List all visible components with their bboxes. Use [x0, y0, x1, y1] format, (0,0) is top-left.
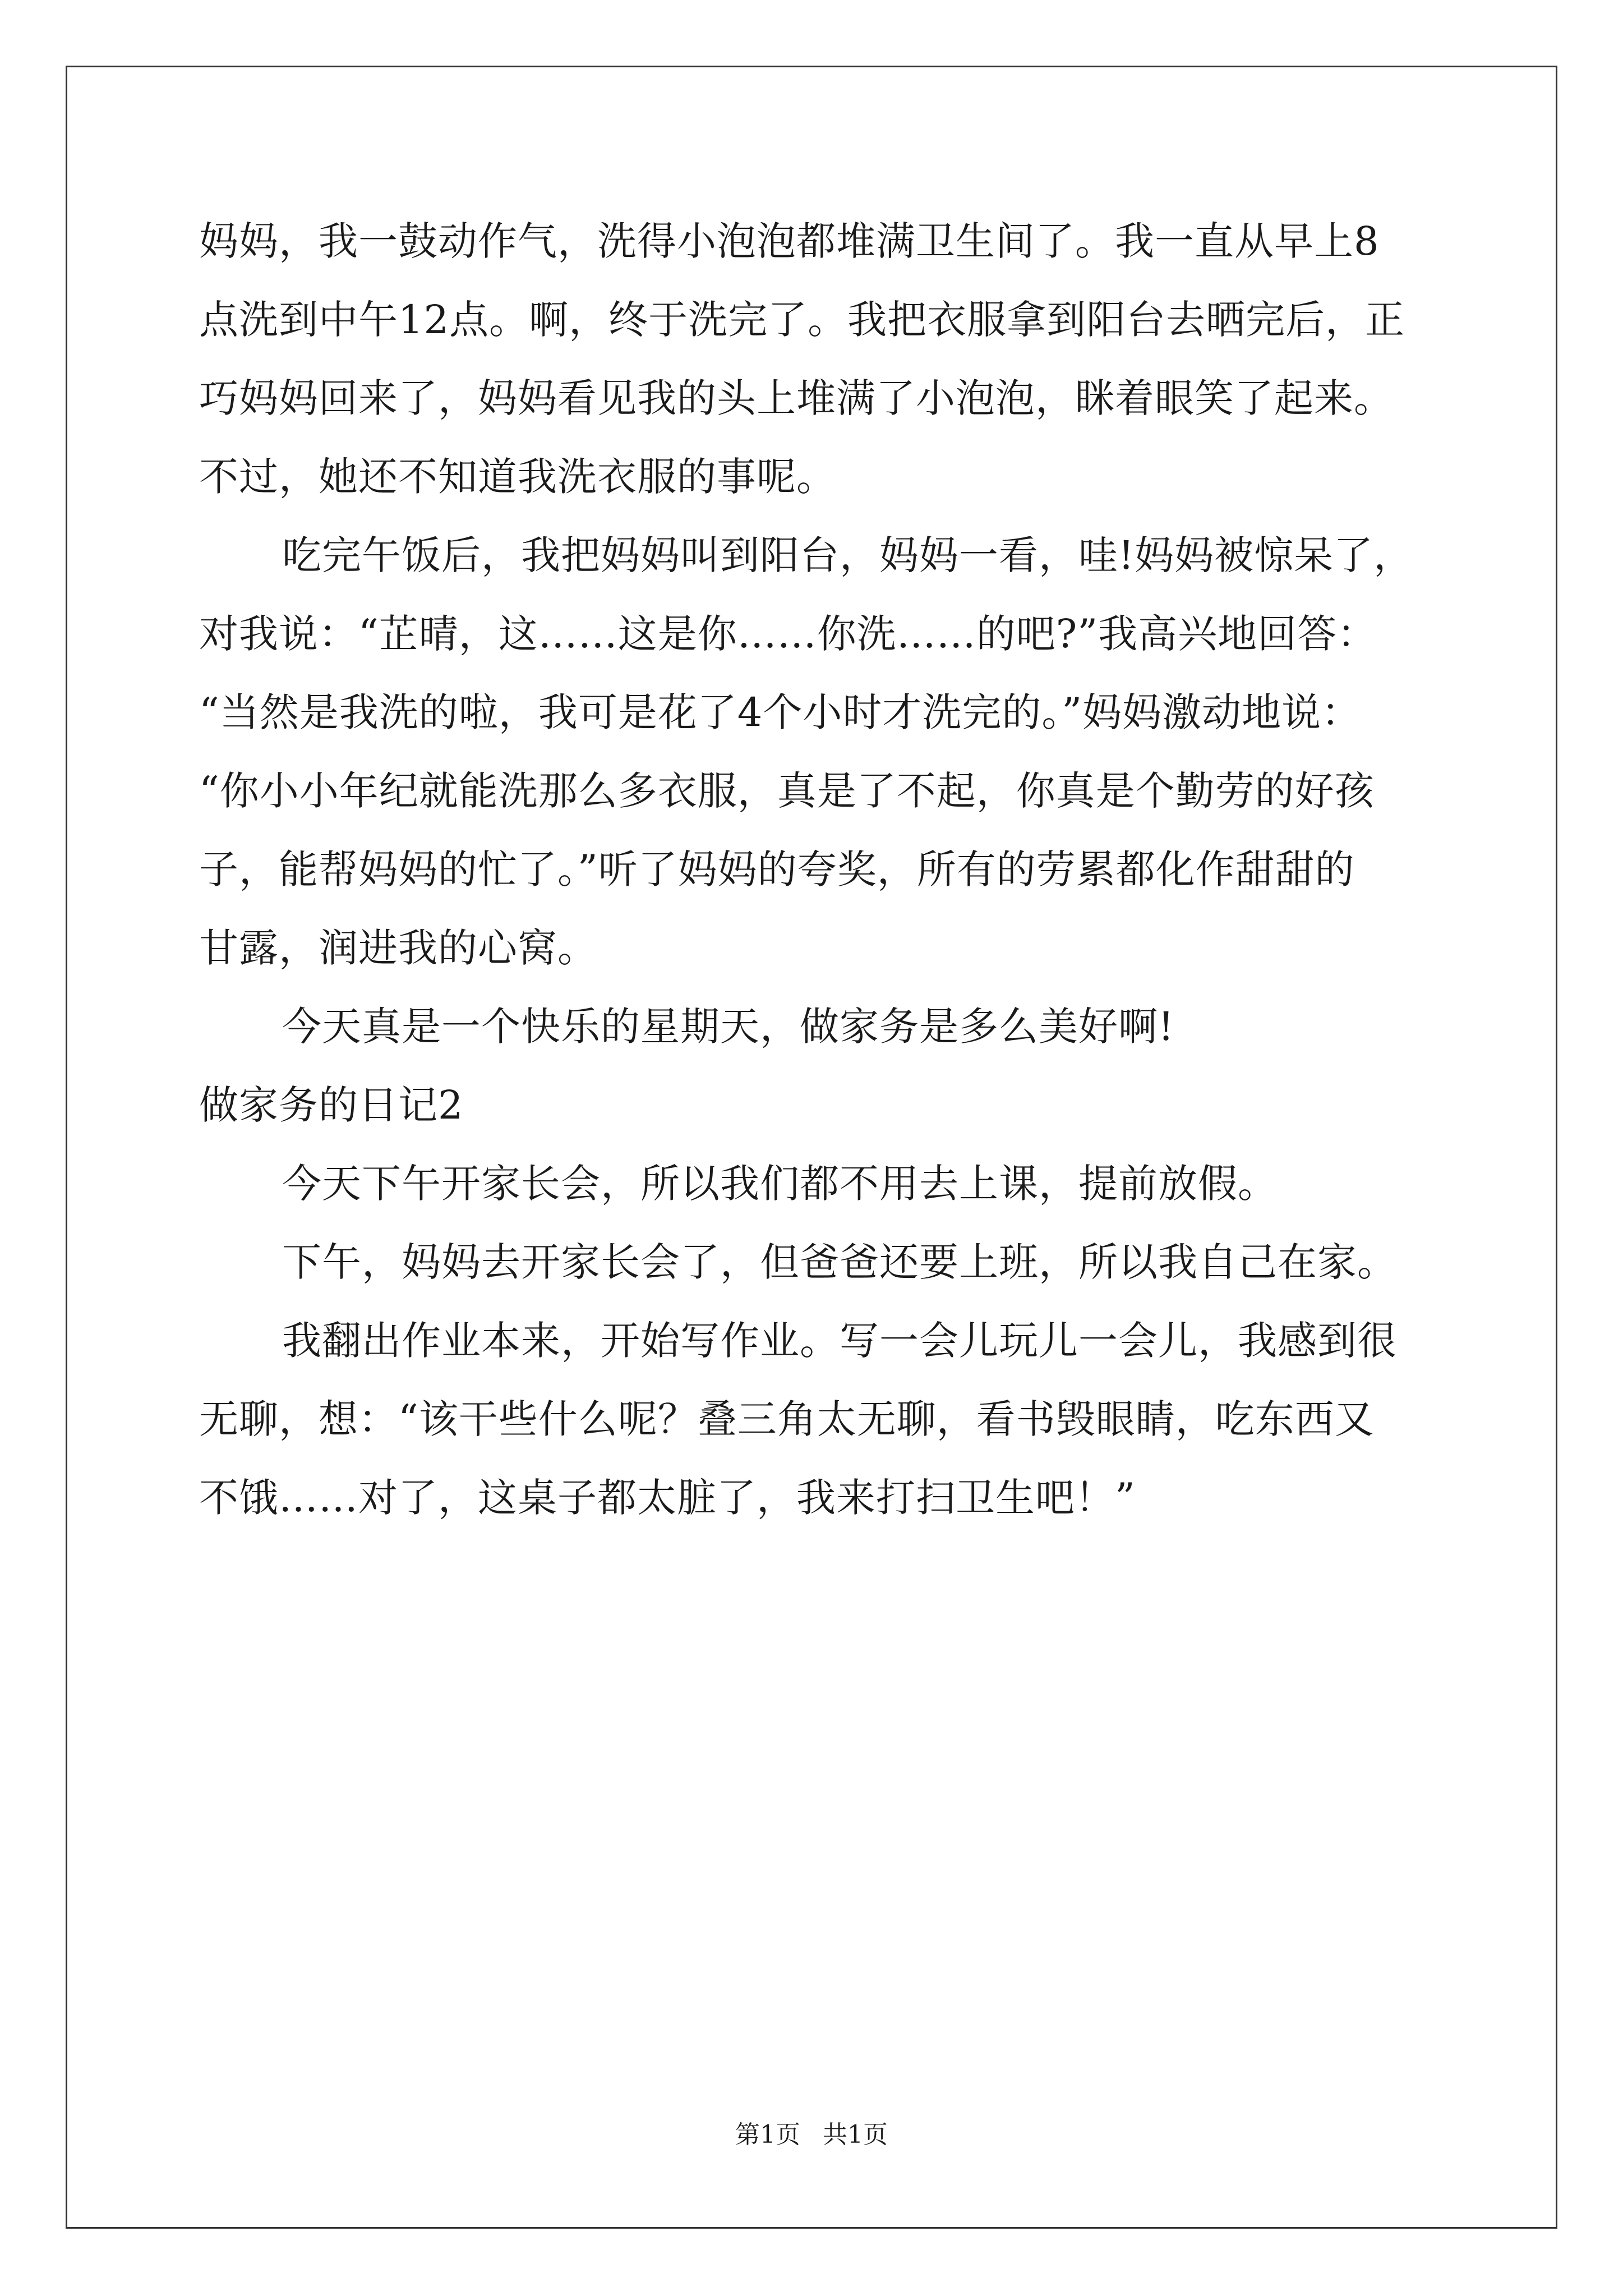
- paragraph-line: 不过，她还不知道我洗衣服的事呢。: [199, 454, 836, 500]
- paragraph-line: 巧妈妈回来了，妈妈看见我的头上堆满了小泡泡，眯着眼笑了起来。: [199, 375, 1394, 421]
- paragraph-line: 吃完午饭后，我把妈妈叫到阳台，妈妈一看，哇!妈妈被惊呆了，: [282, 532, 1414, 578]
- paragraph-line: 甘露，润进我的心窝。: [199, 925, 597, 971]
- paragraph-line: 不饿……对了，这桌子都太脏了，我来打扫卫生吧！”: [199, 1475, 1136, 1521]
- paragraph-line: 对我说：“芷晴，这……这是你……你洗……的吧?”我高兴地回答：: [199, 611, 1377, 657]
- page-total: 共1页: [823, 2120, 888, 2149]
- page-number: 第1页: [735, 2120, 800, 2149]
- section-heading: 做家务的日记2: [199, 1082, 464, 1128]
- paragraph-line: 我翻出作业本来，开始写作业。写一会儿玩儿一会儿，我感到很: [282, 1318, 1397, 1364]
- paragraph-line: 子，能帮妈妈的忙了。”听了妈妈的夸奖，所有的劳累都化作甜甜的: [199, 846, 1355, 892]
- paragraph-line: “你小小年纪就能洗那么多衣服，真是了不起，你真是个勤劳的好孩: [199, 768, 1375, 814]
- paragraph-line: 点洗到中午12点。啊，终于洗完了。我把衣服拿到阳台去晒完后，正: [199, 297, 1405, 343]
- paragraph-line: 下午，妈妈去开家长会了，但爸爸还要上班，所以我自己在家。: [282, 1239, 1397, 1285]
- paragraph-line: 今天下午开家长会，所以我们都不用去上课，提前放假。: [282, 1161, 1278, 1207]
- paragraph-line: 无聊，想：“该干些什么呢？叠三角太无聊，看书毁眼睛，吃东西又: [199, 1396, 1375, 1442]
- paragraph-line: “当然是我洗的啦，我可是花了4个小时才洗完的。”妈妈激动地说：: [199, 689, 1362, 735]
- page-footer: [0, 2118, 1623, 2152]
- paragraph-line: 今天真是一个快乐的星期天，做家务是多么美好啊!: [282, 1004, 1175, 1050]
- paragraph-line: 妈妈，我一鼓动作气，洗得小泡泡都堆满卫生间了。我一直从早上8: [199, 218, 1380, 264]
